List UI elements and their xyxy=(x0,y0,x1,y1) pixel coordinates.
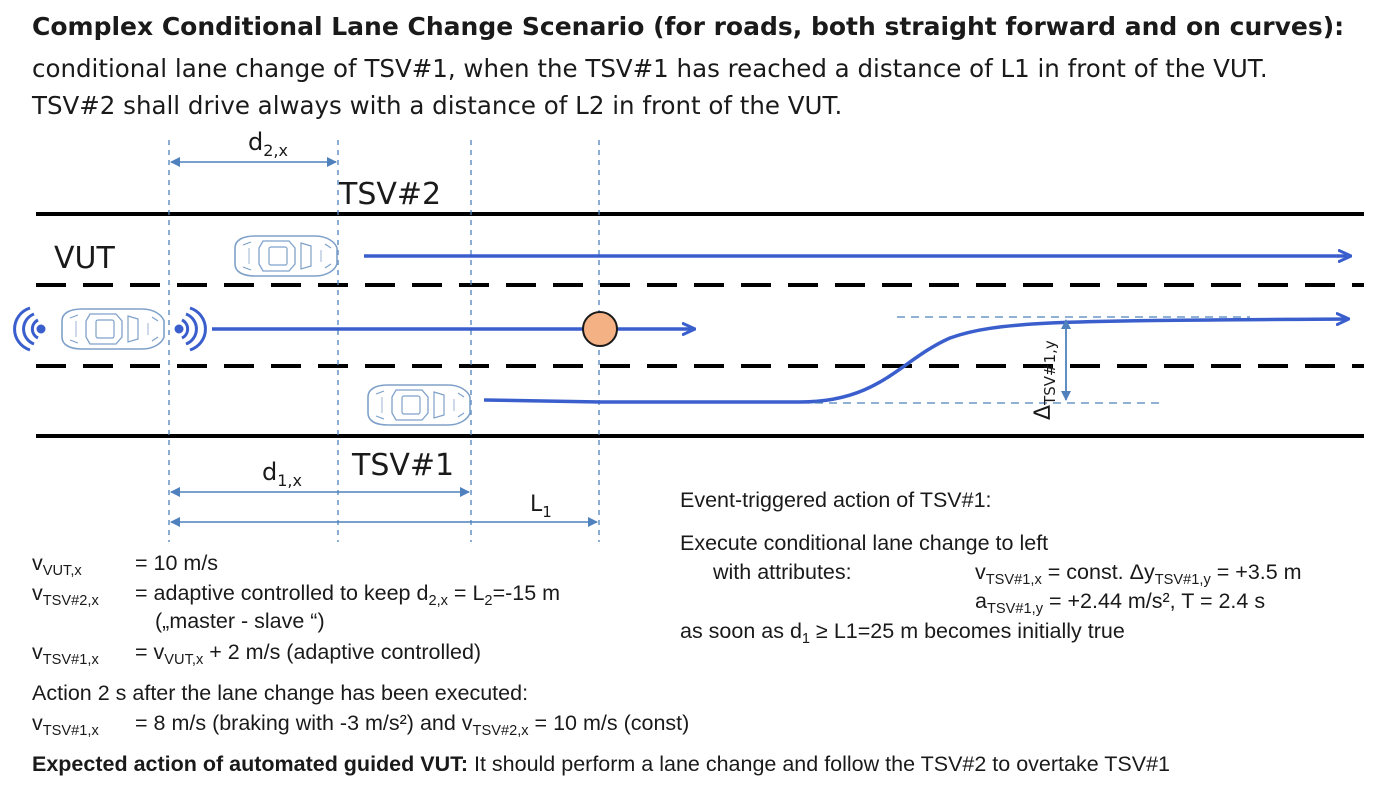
tsv1-car-icon xyxy=(368,385,470,425)
param-vvut-value: = 10 m/s xyxy=(135,551,219,575)
l1-label: $L_1$ xyxy=(530,492,552,521)
vut-label: VUT xyxy=(54,241,115,276)
scenario-description-line2: TSV#2 shall drive always with a distance of L2 in front of the VUT. xyxy=(32,91,843,120)
event-execute-line: Execute conditional lane change to left xyxy=(680,531,1049,555)
event-attribute-1: $v_{TSV\#1,x}$ = const. $\Delta y_{TSV\#1,y} = +3.5$ m xyxy=(975,560,1302,589)
tsv1-label: TSV#1 xyxy=(352,448,455,483)
expected-action-heading: Expected action of automated guided VUT: xyxy=(32,752,469,776)
param-brake-value: = 8 m/s (braking with -3 m/s²) and $v_{TSV\#2,x} = 10$ m/s (const) xyxy=(135,711,690,740)
event-heading: Event-triggered action of TSV#1: xyxy=(680,488,992,512)
param-master-slave-note: („master - slave “) xyxy=(155,609,325,633)
param-vtsv2-symbol: $v_{TSV\#2,x}$ xyxy=(32,581,99,610)
tsv2-label: TSV#2 xyxy=(339,177,442,212)
trigger-point-icon xyxy=(583,312,617,346)
tsv2-car-icon xyxy=(235,236,337,276)
d2x-label: $d_{2,x}$ xyxy=(248,130,288,160)
param-vtsv2-value: = adaptive controlled to keep $d_{2,x} = L_2=-15$ m xyxy=(135,581,561,610)
d1x-label: $d_{1,x}$ xyxy=(262,458,302,490)
expected-action xyxy=(32,754,1170,776)
lateral-offset-label: $\Delta_{TSV\#1,y}$ xyxy=(1031,340,1059,420)
event-condition: as soon as $d_1 \ge L1=25$ m becomes initially true xyxy=(680,619,1125,648)
param-vvut-symbol: $v_{VUT,x}$ xyxy=(32,551,82,580)
param-brake-symbol: $v_{TSV\#1,x}$ xyxy=(32,711,99,740)
action-after-lane-change: Action 2 s after the lane change has been executed: xyxy=(32,681,529,705)
param-vtsv1-symbol: $v_{TSV\#1,x}$ xyxy=(32,640,99,669)
scenario-title: Complex Conditional Lane Change Scenario (for roads, both straight forward and on curves): xyxy=(32,12,1345,41)
scenario-description-line1: conditional lane change of TSV#1, when the TSV#1 has reached a distance of L1 in front of the VUT. xyxy=(32,54,1268,83)
event-attribute-2: $a_{TSV\#1,y} = +2.44$ m/s², T = 2.4 s xyxy=(975,589,1266,618)
vut-car-icon xyxy=(62,309,164,349)
expected-action-text: It should perform a lane change and follow the TSV#2 to overtake TSV#1 xyxy=(468,752,1170,776)
event-with-attributes: with attributes: xyxy=(713,560,852,584)
param-vtsv1-value: = $v_{VUT,x} + 2$ m/s (adaptive controlled) xyxy=(135,640,482,669)
